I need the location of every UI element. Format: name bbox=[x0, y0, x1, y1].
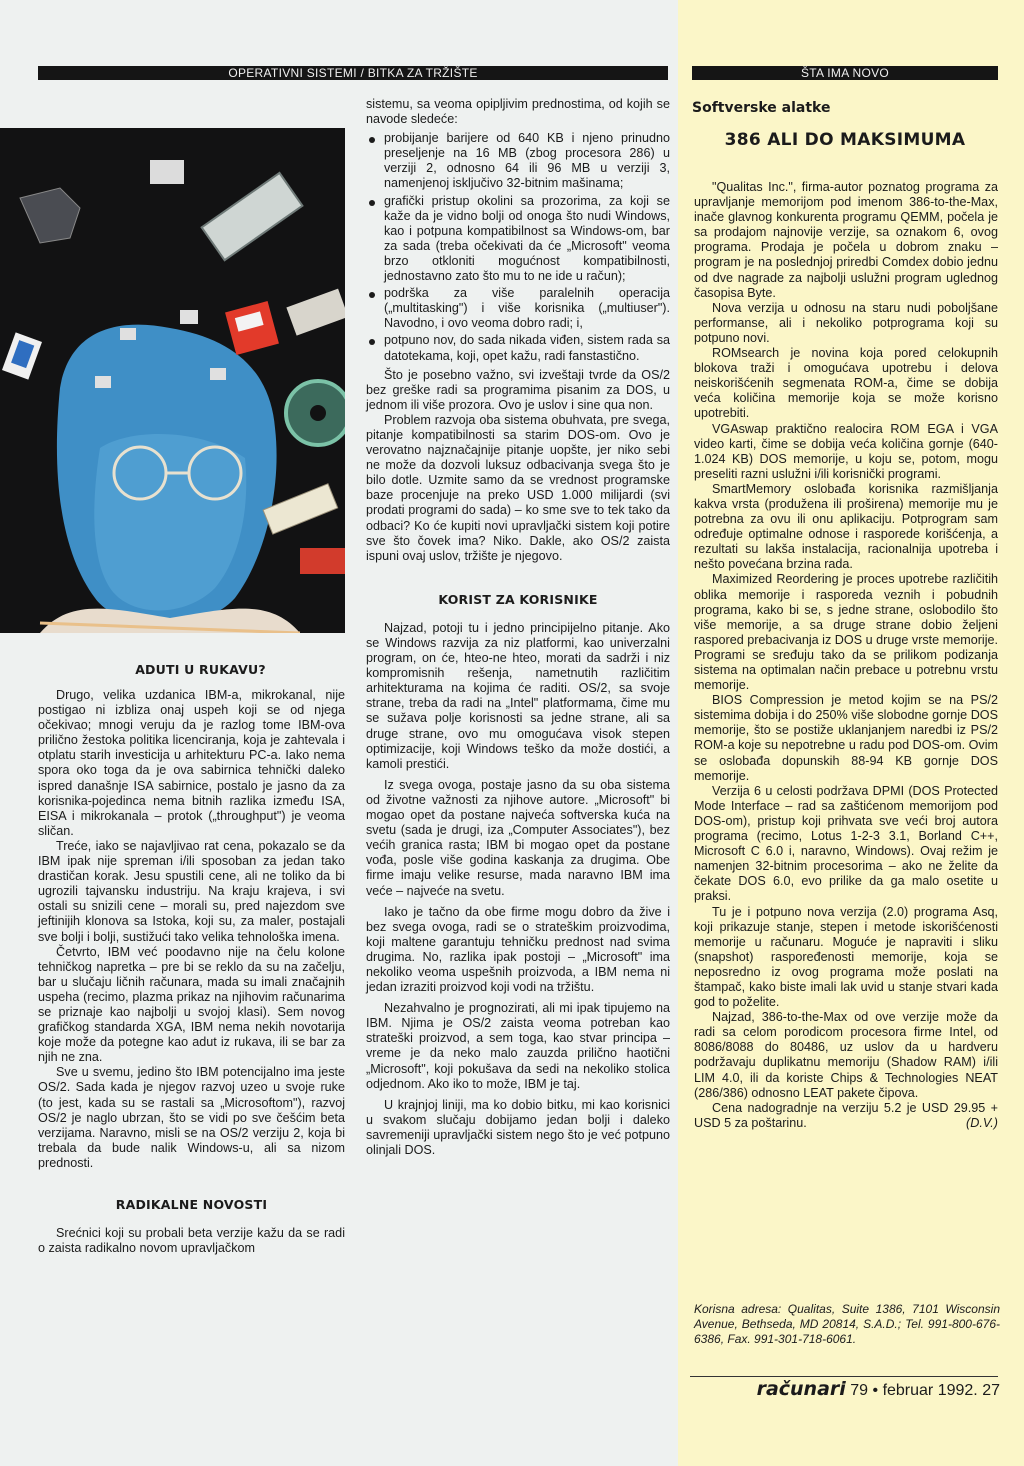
subhead-aduti: ADUTI U RUKAVU? bbox=[135, 662, 266, 677]
contact-address: Korisna adresa: Qualitas, Suite 1386, 7101 Wisconsin Avenue, Bethseda, MD 20814, S.A.D.; Tel. 991-800-676-6386, Fax. 991-301-718-6061. bbox=[694, 1302, 1000, 1346]
advantage-item: grafički pristup okolini sa prozorima, za koji se kaže da je vidno bolji od onoga što nudi Windows, kao i potpuna kompatibilnost sa Windows-om, bar za sada (treba očekivati da će „Microsoft" veoma brzo otkloniti mogućnost kompatibilnosti, jednostavno zato što mu to ne ide u račun); bbox=[366, 194, 670, 285]
sidebar-kicker: Softverske alatke bbox=[692, 100, 831, 116]
middle-paragraph-7: U krajnjoj liniji, ma ko dobio bitku, mi kao korisnici u svakom slučaju dobijamo jedan bolji i daleko savremeniji upravljački sistem nego što je već potpuno olinjali DOS. bbox=[366, 1097, 670, 1157]
left-article-column bbox=[38, 662, 345, 1256]
author-signature: (D.V.) bbox=[966, 1115, 998, 1130]
left-paragraph-1: Drugo, velika uzdanica IBM-a, mikrokanal, nije postigao ni izbliza onaj uspeh koji se od njega očekivao; mnogi veruju da je razlog tome IBM-ova prilično žestoka politika licenciranja, koja je zahtevala i otplatu starih investicija u arhitekturu PC-a. Iako nema spora oko toga da je ova sabirnica tehnički daleko ispred današnje ISA sabirnice, postalo je jasno da za korisnika-pojedinca nema bitnih razlika između ISA, EISA i mikrokanala – protok („throughput") je veoma sličan. bbox=[38, 688, 345, 838]
price-text: Cena nadogradnje na verziju 5.2 je USD 29.95 + USD 5 za poštarinu. bbox=[694, 1100, 998, 1130]
sidebar-paragraph-3: ROMsearch je novina koja pored celokupnih blokova traži i omogućava upotrebu i delova neiskorišćenih segmenata ROM-a, čime se dobija veća količina memorije koja se može korisno upotrebiti. bbox=[694, 346, 998, 421]
cd-hole bbox=[310, 405, 326, 421]
page-footer bbox=[690, 1378, 1000, 1400]
left-paragraph-3: Četvrto, IBM već poodavno nije na čelu kolone tehničkog napretka – pre bi se reklo da su na začelju, bar u slučaju ličnih računara, mada su imali značajnih uspeha (recimo, plazma prikaz na njihovim računarima se priznaje kao najbolji u svojoj klasi). Sem novog grafičkog standarda XGA, IBM nema nekih novotarija koje može da potegne kao adut iz rukava, ili se bar za njih ne zna. bbox=[38, 944, 345, 1065]
middle-paragraph-4: Iz svega ovoga, postaje jasno da su oba sistema od životne važnosti za njihove autore. „Microsoft" bi mogao opet da postane najveća softverska kuća na svetu (sada je drugi, iza „Computer Associates"), bez većih granica rasta; IBM bi mogao opet da postane vođa, posle više godina kaskanja za drugima. Obe firme imaju velike resurse, mada naravno IBM ima veće – najveće na svetu. bbox=[366, 777, 670, 898]
advantages-list bbox=[366, 131, 670, 363]
sidebar-paragraph-8: Verzija 6 u celosti podržava DPMI (DOS Protected Mode Interface – rad sa zaštićenom memorijom pod DOS-om), pristup koji prihvata sve veći broj autora programa (recimo, Lotus 1-2-3 3.1, Borland C++, Microsoft C 6.0 i, naravno, Windows). Ovaj režim je namenjen 32-bitnim procesorima – ako ne želite da čekate DOS 6.0, evo prilike da ga malo osetite u praksi. bbox=[694, 783, 998, 904]
issue-date: februar 1992. bbox=[882, 1382, 978, 1399]
side-section-bar: ŠTA IMA NOVO bbox=[692, 66, 998, 80]
small-chip-4 bbox=[210, 368, 226, 380]
sidebar-paragraph-11 bbox=[694, 1101, 998, 1131]
advantage-item: podrška za više paralelnih operacija („multitasking") i više korisnika („multiuser"). Navodno, i ovo veoma dobro radi; i, bbox=[366, 286, 670, 331]
magazine-name: računari bbox=[756, 1378, 846, 1400]
small-chip-2 bbox=[120, 328, 136, 340]
middle-paragraph-1: Što je posebno važno, svi izveštaji tvrde da OS/2 bez greške radi sa programima pisanim za DOS, u jednom ili više prozora. Ovo je uslov i sine qua non. bbox=[366, 367, 670, 412]
left-paragraph-4: Sve u svemu, jedino što IBM potencijalno ima jeste OS/2. Sada kada je njegov razvoj uzeo u svoje ruke (to jest, kada su se rastali sa „Microsoftom"), razvoj OS/2 je naglo ubrzan, što se vidi po sve češćim beta verzijama. Naravno, misli se na OS/2 verziju 2, koja bi trebala da bude nalik Windows-u, ali sa nizom prednosti. bbox=[38, 1065, 345, 1170]
sidebar-paragraph-5: SmartMemory oslobađa korisnika razmišljanja kakva vrsta (produžena ili proširena) memorije mu je potrebna za ovu ili onu aplikaciju. Potprogram sam određuje optimalne odnose i rasporede korišćenja, a rezultati su lakša instalacija, racionalnija upotreba i nešto povećana brzina rada. bbox=[694, 481, 998, 572]
sidebar-paragraph-6: Maximized Reordering je proces upotrebe različitih oblika memorije i rasporeda veznih i pobudnih programa, kako bi se, s jedne strane, oslobodilo što više memorije, a sa druge strane dobio željeni raspored prebacivanja iz DOS u druge vrste memorije. Programi se sređuju tako da se prilikom podizanja sistema na optimalan način prebace u potrebnu vrstu memorije. bbox=[694, 572, 998, 693]
middle-paragraph-5: Iako je tačno da obe firme mogu dobro da žive i bez svega ovoga, radi se o strateškim proizvodima, koji maltene garantuju tehničku prednost nad svima drugima. No, razlika ipak postoji – „Microsoft" ima nekoliko veoma uspešnih proizvoda, a IBM nema ni jedan izraziti proizvod koji vodi na tržištu. bbox=[366, 904, 670, 995]
sidebar-paragraph-2: Nova verzija u odnosu na staru nudi poboljšane performanse, ali i nekoliko potprograma koji su potpuno novi. bbox=[694, 300, 998, 345]
issue-number: 79 bbox=[850, 1382, 869, 1399]
middle-intro: sistemu, sa veoma opipljivim prednostima, od kojih se navode sledeće: bbox=[366, 97, 670, 127]
footer-rule bbox=[690, 1376, 998, 1377]
circuit-board bbox=[300, 548, 345, 574]
sidebar-paragraph-7: BIOS Compression je metod kojim se na PS/2 sistemima dobija i do 250% više slobodne gornje DOS memorije, što se postiže uklanjanjem naredbi iz PS/2 ROM-a koje su nepotrebne u radu pod DOS-om. Ovim se oslobađa dopunskih 88-94 KB gornje DOS memorije. bbox=[694, 693, 998, 783]
small-chip-1 bbox=[180, 310, 198, 324]
subhead-radikalne: RADIKALNE NOVOSTI bbox=[115, 1197, 268, 1212]
left-paragraph-last: Srećnici koji su probali beta verzije kažu da se radi o zaista radikalno novom upravljačkom bbox=[38, 1226, 345, 1256]
left-paragraph-2: Treće, iako se najavljivao rat cena, pokazalo se da IBM ipak nije spreman i/ili sposoban za jedan tako drastičan korak. Jesu spustili cene, ali ne toliko da bi ugrozili tajvansku industriju. Na kraju krajeva, i svi ostali su snizili cene – morali su, pred najezdom sve jeftinijih klonova sa Istoka, koji su, za maler, postajali sve bolji i bolji, sustižući tako velika tehnološka imena. bbox=[38, 838, 345, 944]
advantage-item: probijanje barijere od 640 KB i njeno prinudno preseljenje na 16 MB (zbog procesora 286) u verziji 2, odnosno 64 ili 96 MB u verziji 3, namenjenoj isključivo 32-bitnim mašinama; bbox=[366, 131, 670, 191]
chip-piece bbox=[150, 160, 184, 184]
main-section-bar: OPERATIVNI SISTEMI / BITKA ZA TRŽIŠTE bbox=[38, 66, 668, 80]
footer-bullet: • bbox=[872, 1382, 879, 1399]
sidebar-article-column bbox=[694, 180, 998, 1131]
sidebar-paragraph-10: Najzad, 386-to-the-Max od ove verzije može da radi sa celom porodicom procesora firme Intel, od 8086/8088 do 80486, uz uslov da u hardveru podržavaju duplikatnu memoriju (Shadow RAM) i/ili LIM 4.0, ili da koriste Chips & Technologies NEAT (286/386) odnosno LEAT pakete čipova. bbox=[694, 1010, 998, 1100]
middle-paragraph-6: Nezahvalno je prognozirati, ali mi ipak tipujemo na IBM. Njima je OS/2 zaista veoma potreban kao strateški proizvod, a sem toga, kao stvar principa – vreme je da neko malo zauzda prilično haotični „Microsoft", koji pokušava da sedi na nekoliko stolica odjednom. Ako iko to može, IBM je taj. bbox=[366, 1001, 670, 1091]
sidebar-paragraph-4: VGAswap praktično realocira ROM EGA i VGA video karti, čime se dobija veća količina gornje (640-1.024 KB) DOS memorije, u koju se, potom, mogu preseliti razni uslužni i/ili korisnički programi. bbox=[694, 421, 998, 481]
small-chip-3 bbox=[95, 376, 111, 388]
sidebar-paragraph-9: Tu je i potpuno nova verzija (2.0) programa Asq, koji prikazuje stanje, stepen i metode iskorišćenosti memorije u računaru. Moguće je napraviti i sliku (snapshot) raspoređenosti memorije, koja se neposredno iz ovog programa može poslati na štampač, kako biste imali lak uvid u stanje stvari kada god to poželite. bbox=[694, 904, 998, 1010]
sidebar-paragraph-1: "Qualitas Inc.", firma-autor poznatog programa za upravljanje memorijom pod imenom 386-to-the-Max, inače glavnog konkurenta programu QEMM, počela je sa prodajom najnovije verzije, sa oznakom 6, ovog programa. Prodaja je počela u dobrom znaku – program je na poslednjoj priredbi Comdex dobio jednu od dve nagrade za najbolji uslužni program uglednog časopisa Byte. bbox=[694, 180, 998, 300]
subhead-korist: KORIST ZA KORISNIKE bbox=[438, 591, 598, 607]
middle-paragraph-3: Najzad, potoji tu i jedno principijelno pitanje. Ako se Windows razvija za niz platformi, kao univerzalni program, on će, hteo-ne hteo, morati da sadrži i niz kompromisnih rešenja, nametnutih različitim arhitekturama na kojima će raditi. OS/2, sa svoje strane, treba da radi na „Intel" platformama, čime mu se sužava polje korisnosti sa jedne strane, ali sa druge strane, ovo mu omogućava visok stepen optimizacije, koji Windows teško da može dostići, a kamoli prestići. bbox=[366, 620, 670, 771]
head-with-computers-illustration bbox=[0, 128, 345, 633]
middle-article-column bbox=[366, 97, 670, 1158]
middle-paragraph-2: Problem razvoja oba sistema obuhvata, pre svega, pitanje kompatibilnosti sa starim DOS-om. Ovo je verovatno najznačajnije pitanje uopšte, jer niko sebi ne može da dozvoli luksuz odbacivanja svega što je bilo dotle. Uzmite samo da se vrednost programske baze procenjuje na preko USD 1.000 milijardi (svi prodati programi do sada) – ko sme sve to tek tako da odbaci? Ko će kupiti novi upravljački sistem koji potire sve što čovek ima? Niko. Dakle, ako OS/2 zaista ispuni ovaj uslov, tržište je njegovo. bbox=[366, 412, 670, 563]
page-number: 27 bbox=[982, 1382, 1000, 1399]
advantage-item: potpuno nov, do sada nikada viđen, sistem rada sa datotekama, koji, opet kažu, radi fanstastično. bbox=[366, 333, 670, 363]
sidebar-headline: 386 ALI DO MAKSIMUMA bbox=[724, 130, 966, 150]
